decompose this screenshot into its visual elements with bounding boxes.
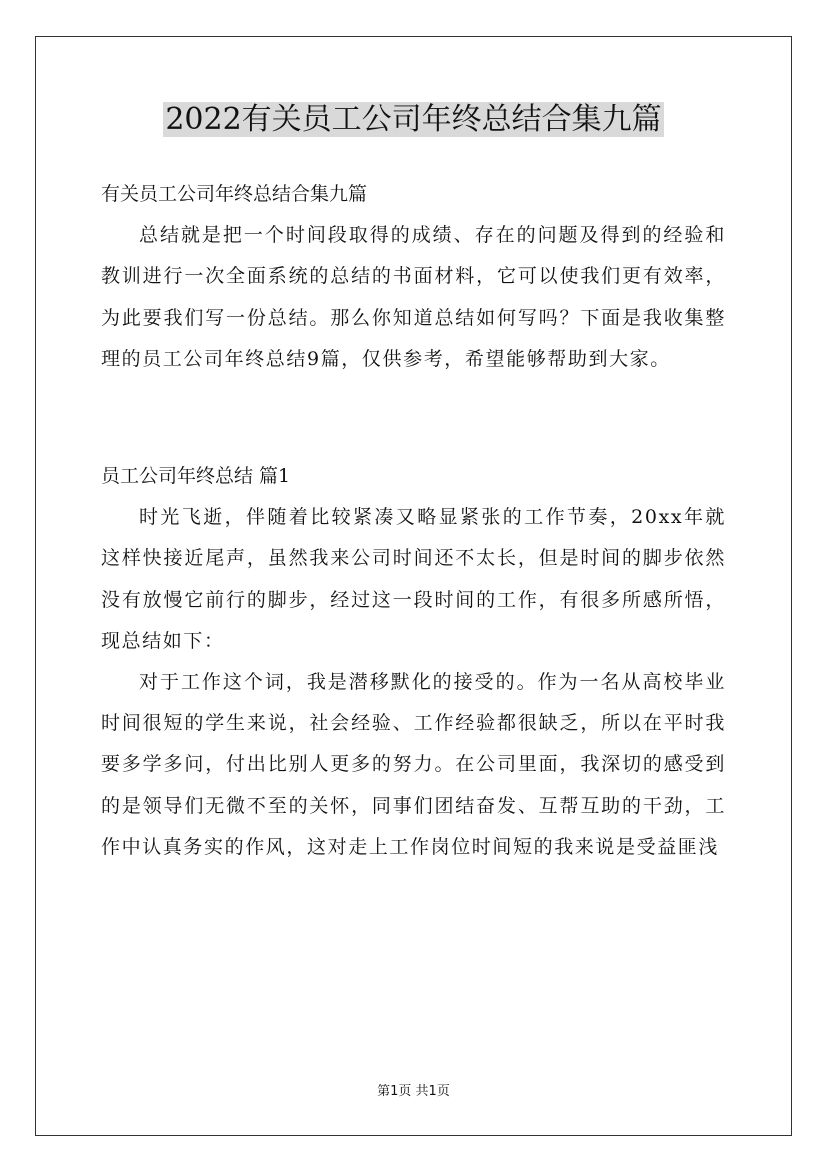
body-paragraph-1: 时光飞逝，伴随着比较紧凑又略显紧张的工作节奏，20xx年就这样快接近尾声，虽然我来公司时间还不太长，但是时间的脚步依然没有放慢它前行的脚步，经过这一段时间的工作，有很多所感所悟，现总结如下： [101, 506, 726, 652]
document-subtitle: 有关员工公司年终总结合集九篇 [101, 183, 368, 205]
document-body [101, 174, 726, 868]
document-title [0, 98, 827, 142]
intro-paragraph: 总结就是把一个时间段取得的成绩、存在的问题及得到的经验和教训进行一次全面系统的总结的书面材料，它可以使我们更有效率，为此要我们写一份总结。那么你知道总结如何写吗？下面是我收集整理的员工公司年终总结9篇，仅供参考，希望能够帮助到大家。 [101, 224, 726, 370]
page-number-footer: 第1页 共1页 [377, 1084, 450, 1099]
body-paragraph-2: 对于工作这个词，我是潜移默化的接受的。作为一名从高校毕业时间很短的学生来说，社会经验、工作经验都很缺乏，所以在平时我要多学多问，付出比别人更多的努力。在公司里面，我深切的感受到的是领导们无微不至的关怀，同事们团结奋发、互帮互助的干劲，工作中认真务实的作风，这对走上工作岗位时间短的我来说是受益匪浅 [101, 671, 726, 858]
section-heading: 员工公司年终总结 篇1 [101, 465, 291, 487]
document-title-text: 2022有关员工公司年终总结合集九篇 [165, 102, 662, 137]
section-spacer [101, 380, 726, 456]
